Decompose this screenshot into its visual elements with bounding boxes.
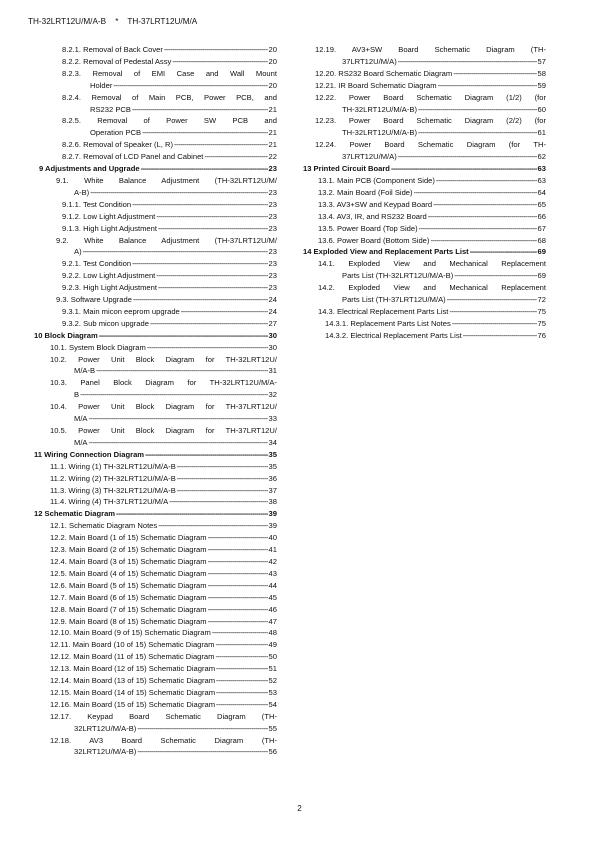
toc-page-number: 20 bbox=[268, 56, 277, 66]
toc-entry-title: 9.2.3. High Light Adjustment bbox=[62, 283, 157, 293]
toc-entry[interactable] bbox=[34, 544, 277, 556]
toc-page-number: 56 bbox=[268, 747, 277, 757]
toc-page-number: 63 bbox=[537, 164, 546, 174]
toc-entry[interactable] bbox=[34, 473, 277, 485]
dot-leader bbox=[208, 616, 268, 628]
toc-page-number: 23 bbox=[268, 164, 277, 174]
toc-entry-title: B bbox=[74, 390, 80, 400]
toc-entry-title: 9.3.2. Sub micon upgrade bbox=[62, 318, 149, 328]
toc-entry-title: 12.7. Main Board (6 of 15) Schematic Diagram bbox=[50, 592, 207, 602]
toc-entry-title: 9.2.2. Low Light Adjustment bbox=[62, 271, 156, 281]
toc-entry-title: 12.15. Main Board (14 of 15) Schematic Diagram bbox=[50, 687, 216, 697]
dot-leader bbox=[158, 223, 268, 235]
dot-leader bbox=[89, 437, 268, 449]
dot-leader bbox=[208, 532, 268, 544]
toc-page-number: 23 bbox=[268, 259, 277, 269]
toc-entry[interactable] bbox=[34, 735, 277, 759]
dot-leader bbox=[216, 675, 268, 687]
toc-entry-title: Operation PCB bbox=[90, 128, 142, 138]
toc-page-number: 54 bbox=[268, 699, 277, 709]
toc-entry-title: M/A bbox=[74, 414, 88, 424]
toc-page-number: 75 bbox=[537, 306, 546, 316]
toc-entry[interactable] bbox=[34, 44, 277, 56]
toc-entry[interactable] bbox=[34, 258, 277, 270]
toc-entry-title: 12.5. Main Board (4 of 15) Schematic Diagram bbox=[50, 568, 207, 578]
dot-leader bbox=[433, 199, 536, 211]
dot-leader bbox=[158, 520, 267, 532]
toc-entry-title: 12.19. AV3+SW Board Schematic Diagram (TH- bbox=[315, 45, 546, 54]
toc-left-column bbox=[34, 44, 277, 758]
toc-page-number: 39 bbox=[268, 521, 277, 531]
toc-entry-title: 13.2. Main Board (Foil Side) bbox=[318, 187, 413, 197]
toc-entry[interactable] bbox=[34, 532, 277, 544]
dot-leader bbox=[150, 318, 268, 330]
toc-entry[interactable] bbox=[34, 151, 277, 163]
dot-leader bbox=[96, 365, 267, 377]
toc-entry-title: 12.21. IR Board Schematic Diagram bbox=[315, 80, 437, 90]
toc-page-number: 37 bbox=[268, 485, 277, 495]
toc-entry-title: 13 Printed Circuit Board bbox=[303, 164, 390, 174]
toc-page-number: 44 bbox=[268, 580, 277, 590]
toc-page-number: 50 bbox=[268, 652, 277, 662]
toc-entry[interactable] bbox=[303, 139, 546, 163]
toc-entry[interactable] bbox=[34, 199, 277, 211]
toc-entry-title: 32LRT12U/M/A-B) bbox=[74, 747, 137, 757]
dot-leader bbox=[215, 639, 267, 651]
toc-entry-title: 8.2.2. Removal of Pedestal Assy bbox=[62, 56, 172, 66]
toc-entry-title: 11.1. Wiring (1) TH-32LRT12U/M/A-B bbox=[50, 461, 176, 471]
toc-entry[interactable] bbox=[34, 223, 277, 235]
toc-page-number: 65 bbox=[537, 199, 546, 209]
toc-entry[interactable] bbox=[303, 235, 546, 247]
toc-page-number: 63 bbox=[537, 175, 546, 185]
toc-entry[interactable] bbox=[34, 520, 277, 532]
toc-page-number: 51 bbox=[268, 664, 277, 674]
toc-page-number: 41 bbox=[268, 545, 277, 555]
toc-entry-title: RS232 PCB bbox=[90, 104, 131, 114]
toc-entry[interactable] bbox=[34, 235, 277, 259]
dot-leader bbox=[137, 723, 267, 735]
toc-entry[interactable] bbox=[34, 580, 277, 592]
toc-page-number: 35 bbox=[268, 461, 277, 471]
page-header: TH-32LRT12U/M/A-B * TH-37LRT12U/M/A bbox=[28, 17, 198, 26]
dot-leader bbox=[99, 330, 268, 342]
toc-entry[interactable] bbox=[34, 616, 277, 628]
toc-entry[interactable] bbox=[34, 92, 277, 116]
dot-leader bbox=[156, 270, 267, 282]
dot-leader bbox=[133, 294, 268, 306]
toc-entry-title: 12.18. AV3 Board Schematic Diagram (TH- bbox=[50, 735, 277, 745]
toc-entry-title: 12.24. Power Board Schematic Diagram (for TH- bbox=[315, 140, 546, 150]
dot-leader bbox=[418, 104, 537, 116]
toc-entry-title: 12.9. Main Board (8 of 15) Schematic Diagram bbox=[50, 616, 207, 626]
toc-page-number: 69 bbox=[537, 247, 546, 257]
toc-page-number: 58 bbox=[537, 68, 546, 78]
dot-leader bbox=[430, 235, 536, 247]
dot-leader bbox=[208, 580, 268, 592]
dot-leader bbox=[438, 80, 537, 92]
toc-entry-title: 12.8. Main Board (7 of 15) Schematic Diagram bbox=[50, 604, 207, 614]
toc-entry[interactable] bbox=[34, 592, 277, 604]
dot-leader bbox=[181, 306, 268, 318]
dot-leader bbox=[116, 508, 268, 520]
dot-leader bbox=[463, 330, 537, 342]
toc-entry-title: 12.16. Main Board (15 of 15) Schematic Diagram bbox=[50, 699, 216, 709]
toc-entry[interactable] bbox=[303, 44, 546, 68]
toc-entry-title: 12.14. Main Board (13 of 15) Schematic Diagram bbox=[50, 676, 216, 686]
toc-page-number: 59 bbox=[537, 80, 546, 90]
dot-leader bbox=[141, 163, 268, 175]
toc-page-number: 49 bbox=[268, 640, 277, 650]
toc-entry-title: 12.2. Main Board (1 of 15) Schematic Diagram bbox=[50, 533, 207, 543]
toc-page-number: 47 bbox=[268, 616, 277, 626]
dot-leader bbox=[398, 151, 537, 163]
toc-page-number: 31 bbox=[268, 366, 277, 376]
toc-entry-title: 9.2.1. Test Condition bbox=[62, 259, 132, 269]
toc-entry-title: 13.3. AV3+SW and Keypad Board bbox=[318, 199, 433, 209]
dot-leader bbox=[132, 258, 267, 270]
toc-entry-title: 9.1.3. High Light Adjustment bbox=[62, 223, 157, 233]
toc-entry-title: 14.3.1. Replacement Parts List Notes bbox=[325, 318, 451, 328]
toc-entry[interactable] bbox=[303, 318, 546, 330]
toc-entry-title: 8.2.3. Removal of EMI Case and Wall Mount bbox=[62, 68, 277, 78]
toc-entry[interactable] bbox=[34, 711, 277, 735]
dot-leader bbox=[216, 687, 268, 699]
toc-entry[interactable] bbox=[34, 163, 277, 175]
toc-page-number: 24 bbox=[268, 306, 277, 316]
toc-entry-title: TH-32LRT12U/M/A-B) bbox=[342, 104, 417, 114]
toc-right-column bbox=[303, 44, 546, 342]
toc-entry[interactable] bbox=[303, 306, 546, 318]
toc-entry[interactable] bbox=[303, 199, 546, 211]
toc-page-number: 20 bbox=[268, 80, 277, 90]
toc-entry[interactable] bbox=[34, 342, 277, 354]
toc-entry-title: 12.12. Main Board (11 of 15) Schematic Diagram bbox=[50, 652, 215, 662]
toc-entry-title: 12.22. Power Board Schematic Diagram (1/2) (for bbox=[315, 92, 546, 102]
toc-entry-title: A-B) bbox=[74, 187, 90, 197]
dot-leader bbox=[418, 127, 537, 139]
toc-page-number: 32 bbox=[268, 390, 277, 400]
toc-entry-title: Holder bbox=[90, 80, 113, 90]
toc-entry-title: 12.17. Keypad Board Schematic Diagram (TH- bbox=[50, 711, 277, 721]
toc-entry-title: 14 Exploded View and Replacement Parts List bbox=[303, 247, 469, 257]
toc-entry[interactable] bbox=[303, 175, 546, 187]
toc-entry[interactable] bbox=[34, 449, 277, 461]
toc-page-number: 39 bbox=[268, 509, 277, 519]
toc-page-number: 61 bbox=[537, 128, 546, 138]
dot-leader bbox=[142, 127, 267, 139]
toc-entry[interactable] bbox=[34, 485, 277, 497]
dot-leader bbox=[419, 223, 537, 235]
toc-entry-title: 12.23. Power Board Schematic Diagram (2/2) (for bbox=[315, 116, 546, 126]
toc-entry[interactable] bbox=[34, 401, 277, 425]
dot-leader bbox=[204, 151, 267, 163]
dot-leader bbox=[147, 342, 268, 354]
toc-entry[interactable] bbox=[303, 246, 546, 258]
toc-entry-title: 10 Block Diagram bbox=[34, 330, 98, 340]
toc-page-number: 23 bbox=[268, 199, 277, 209]
dot-leader bbox=[436, 175, 537, 187]
toc-entry[interactable] bbox=[303, 80, 546, 92]
toc-entry-title: 13.4. AV3, IR, and RS232 Board bbox=[318, 211, 427, 221]
toc-entry[interactable] bbox=[34, 354, 277, 378]
toc-entry[interactable] bbox=[34, 68, 277, 92]
toc-page-number: 30 bbox=[268, 330, 277, 340]
toc-entry-title: 37LRT12U/M/A) bbox=[342, 56, 397, 66]
toc-entry-title: 10.1. System Block Diagram bbox=[50, 342, 146, 352]
toc-entry[interactable] bbox=[303, 330, 546, 342]
dot-leader bbox=[80, 389, 267, 401]
page-number: 2 bbox=[297, 804, 302, 813]
dot-leader bbox=[89, 413, 268, 425]
toc-entry-title: 9.3.1. Main micon eeprom upgrade bbox=[62, 306, 180, 316]
toc-entry-title: 14.3.2. Electrical Replacement Parts List bbox=[325, 330, 462, 340]
toc-entry-title: 8.2.7. Removal of LCD Panel and Cabinet bbox=[62, 152, 204, 162]
toc-page-number: 75 bbox=[537, 318, 546, 328]
toc-page-number: 67 bbox=[537, 223, 546, 233]
dot-leader bbox=[208, 592, 268, 604]
toc-entry-title: M/A-B bbox=[74, 366, 96, 376]
dot-leader bbox=[208, 604, 268, 616]
toc-entry-title: M/A bbox=[74, 437, 88, 447]
toc-entry-title: 10.3. Panel Block Diagram for TH-32LRT12U/M/A- bbox=[50, 378, 277, 388]
toc-entry-title: 10.4. Power Unit Block Diagram for TH-37LRT12U/ bbox=[50, 402, 277, 412]
dot-leader bbox=[449, 306, 536, 318]
toc-entry-title: 12.3. Main Board (2 of 15) Schematic Diagram bbox=[50, 545, 207, 555]
dot-leader bbox=[177, 461, 268, 473]
toc-entry[interactable] bbox=[34, 330, 277, 342]
toc-page-number: 46 bbox=[268, 604, 277, 614]
toc-page-number: 52 bbox=[268, 676, 277, 686]
toc-entry[interactable] bbox=[303, 282, 546, 306]
dot-leader bbox=[447, 294, 537, 306]
toc-page-number: 48 bbox=[268, 628, 277, 638]
toc-page-number: 55 bbox=[268, 723, 277, 733]
toc-entry[interactable] bbox=[34, 211, 277, 223]
toc-page-number: 21 bbox=[268, 104, 277, 114]
toc-entry-title: 12.10. Main Board (9 of 15) Schematic Diagram bbox=[50, 628, 211, 638]
toc-entry[interactable] bbox=[303, 211, 546, 223]
dot-leader bbox=[470, 246, 537, 258]
dot-leader bbox=[208, 556, 268, 568]
toc-entry-title: 8.2.5. Removal of Power SW PCB and bbox=[62, 116, 277, 126]
toc-entry-title: 9.3. Software Upgrade bbox=[56, 295, 132, 305]
dot-leader bbox=[454, 270, 536, 282]
dot-leader bbox=[132, 104, 268, 116]
toc-entry-title: 8.2.6. Removal of Speaker (L, R) bbox=[62, 140, 174, 150]
dot-leader bbox=[208, 544, 268, 556]
toc-entry-title: 11.3. Wiring (3) TH-32LRT12U/M/A-B bbox=[50, 485, 176, 495]
toc-entry[interactable] bbox=[34, 699, 277, 711]
toc-entry-title: 13.1. Main PCB (Component Side) bbox=[318, 175, 435, 185]
toc-entry-title: 9.2. White Balance Adjustment (TH-37LRT12U/M/ bbox=[56, 235, 277, 245]
toc-entry-title: 9.1.1. Test Condition bbox=[62, 199, 132, 209]
toc-entry[interactable] bbox=[303, 115, 546, 139]
toc-page-number: 76 bbox=[537, 330, 546, 340]
dot-leader bbox=[428, 211, 537, 223]
toc-entry[interactable] bbox=[34, 627, 277, 639]
toc-page-number: 42 bbox=[268, 556, 277, 566]
toc-entry[interactable] bbox=[34, 508, 277, 520]
toc-entry[interactable] bbox=[303, 68, 546, 80]
toc-entry-title: 14.3. Electrical Replacement Parts List bbox=[318, 306, 449, 316]
toc-page-number: 23 bbox=[268, 271, 277, 281]
dot-leader bbox=[83, 246, 268, 258]
dot-leader bbox=[169, 496, 267, 508]
toc-page-number: 72 bbox=[537, 295, 546, 305]
toc-page-number: 23 bbox=[268, 223, 277, 233]
toc-entry-title: 10.2. Power Unit Block Diagram for TH-32LRT12U/ bbox=[50, 354, 277, 364]
toc-page-number: 64 bbox=[537, 187, 546, 197]
toc-entry-title: 37LRT12U/M/A) bbox=[342, 152, 397, 162]
dot-leader bbox=[453, 68, 536, 80]
toc-page-number: 45 bbox=[268, 592, 277, 602]
toc-entry-title: Parts List (TH-32LRT12U/M/A-B) bbox=[342, 271, 454, 281]
toc-entry-title: 11.2. Wiring (2) TH-32LRT12U/M/A-B bbox=[50, 473, 176, 483]
toc-entry-title: 10.5. Power Unit Block Diagram for TH-37LRT12U/ bbox=[50, 426, 277, 435]
dot-leader bbox=[156, 211, 267, 223]
toc-entry-title: 12 Schematic Diagram bbox=[34, 509, 116, 519]
dot-leader bbox=[158, 282, 268, 294]
toc-entry[interactable] bbox=[34, 675, 277, 687]
toc-entry[interactable] bbox=[34, 115, 277, 139]
toc-entry[interactable] bbox=[34, 270, 277, 282]
toc-page-number: 53 bbox=[268, 687, 277, 697]
toc-entry-title: 14.1. Exploded View and Mechanical Replacement bbox=[318, 259, 546, 269]
toc-page-number: 60 bbox=[537, 104, 546, 114]
toc-entry-title: 13.6. Power Board (Bottom Side) bbox=[318, 235, 430, 245]
toc-entry-title: 32LRT12U/M/A-B) bbox=[74, 723, 137, 733]
toc-entry-title: 9 Adjustments and Upgrade bbox=[39, 164, 140, 174]
toc-entry[interactable] bbox=[34, 651, 277, 663]
toc-page-number: 62 bbox=[537, 152, 546, 162]
dot-leader bbox=[208, 568, 268, 580]
toc-entry[interactable] bbox=[34, 306, 277, 318]
toc-entry-title: 8.2.4. Removal of Main PCB, Power PCB, and bbox=[62, 92, 277, 102]
toc-page-number: 69 bbox=[537, 271, 546, 281]
toc-entry[interactable] bbox=[34, 496, 277, 508]
toc-entry[interactable] bbox=[34, 175, 277, 199]
toc-entry[interactable] bbox=[303, 163, 546, 175]
dot-leader bbox=[212, 627, 268, 639]
toc-page-number: 57 bbox=[537, 56, 546, 66]
toc-page-number: 21 bbox=[268, 128, 277, 138]
dot-leader bbox=[113, 80, 267, 92]
dot-leader bbox=[177, 485, 268, 497]
toc-entry-title: 12.13. Main Board (12 of 15) Schematic Diagram bbox=[50, 664, 216, 674]
toc-entry[interactable] bbox=[34, 639, 277, 651]
toc-entry[interactable] bbox=[34, 687, 277, 699]
toc-entry[interactable] bbox=[34, 56, 277, 68]
toc-entry-title: 11.4. Wiring (4) TH-37LRT12U/M/A bbox=[50, 497, 169, 507]
toc-entry-title: TH-32LRT12U/M/A-B) bbox=[342, 128, 417, 138]
dot-leader bbox=[391, 163, 537, 175]
toc-entry-title: 12.6. Main Board (5 of 15) Schematic Diagram bbox=[50, 580, 207, 590]
dot-leader bbox=[174, 139, 268, 151]
dot-leader bbox=[414, 187, 537, 199]
toc-entry-title: 9.1. White Balance Adjustment (TH-32LRT12U/M/ bbox=[56, 175, 277, 185]
toc-entry-title: A) bbox=[74, 247, 82, 257]
toc-page-number: 34 bbox=[268, 437, 277, 447]
toc-page-number: 20 bbox=[268, 45, 277, 54]
toc-entry[interactable] bbox=[34, 294, 277, 306]
toc-entry[interactable] bbox=[34, 556, 277, 568]
toc-entry-title: Parts List (TH-37LRT12U/M/A) bbox=[342, 295, 446, 305]
toc-page-number: 21 bbox=[268, 140, 277, 150]
toc-entry[interactable] bbox=[34, 282, 277, 294]
toc-page-number: 22 bbox=[268, 152, 277, 162]
dot-leader bbox=[172, 56, 267, 68]
dot-leader bbox=[215, 651, 267, 663]
dot-leader bbox=[90, 187, 267, 199]
toc-entry-title: 13.5. Power Board (Top Side) bbox=[318, 223, 418, 233]
toc-page-number: 35 bbox=[268, 449, 277, 459]
toc-entry[interactable] bbox=[303, 223, 546, 235]
toc-page-number: 23 bbox=[268, 247, 277, 257]
toc-entry[interactable] bbox=[303, 92, 546, 116]
toc-entry[interactable] bbox=[34, 425, 277, 449]
dot-leader bbox=[132, 199, 267, 211]
dot-leader bbox=[145, 449, 267, 461]
toc-page-number: 30 bbox=[268, 342, 277, 352]
toc-entry-title: 11 Wiring Connection Diagram bbox=[34, 449, 145, 459]
toc-page-number: 24 bbox=[268, 295, 277, 305]
dot-leader bbox=[216, 699, 268, 711]
toc-page-number: 38 bbox=[268, 497, 277, 507]
toc-page-number: 36 bbox=[268, 473, 277, 483]
toc-page-number: 40 bbox=[268, 533, 277, 543]
toc-entry[interactable] bbox=[303, 258, 546, 282]
toc-entry-title: 14.2. Exploded View and Mechanical Replacement bbox=[318, 283, 546, 293]
toc-page-number: 23 bbox=[268, 283, 277, 293]
dot-leader bbox=[452, 318, 537, 330]
toc-entry-title: 12.4. Main Board (3 of 15) Schematic Diagram bbox=[50, 556, 207, 566]
toc-page-number: 23 bbox=[268, 211, 277, 221]
toc-entry[interactable] bbox=[303, 187, 546, 199]
toc-entry[interactable] bbox=[34, 377, 277, 401]
dot-leader bbox=[177, 473, 268, 485]
toc-entry[interactable] bbox=[34, 139, 277, 151]
dot-leader bbox=[164, 44, 268, 56]
toc-page-number: 68 bbox=[537, 235, 546, 245]
toc-page-number: 27 bbox=[268, 318, 277, 328]
toc-page-number: 23 bbox=[268, 187, 277, 197]
toc-entry[interactable] bbox=[34, 568, 277, 580]
toc-entry-title: 8.2.1. Removal of Back Cover bbox=[62, 45, 163, 54]
toc-entry[interactable] bbox=[34, 318, 277, 330]
toc-entry-title: 9.1.2. Low Light Adjustment bbox=[62, 211, 156, 221]
toc-page-number: 33 bbox=[268, 414, 277, 424]
dot-leader bbox=[398, 56, 537, 68]
toc-entry[interactable] bbox=[34, 461, 277, 473]
toc-page-number: 43 bbox=[268, 568, 277, 578]
toc-page-number: 66 bbox=[537, 211, 546, 221]
toc-entry-title: 12.20. RS232 Board Schematic Diagram bbox=[315, 68, 453, 78]
dot-leader bbox=[137, 746, 267, 758]
toc-entry[interactable] bbox=[34, 663, 277, 675]
toc-entry[interactable] bbox=[34, 604, 277, 616]
toc-entry-title: 12.1. Schematic Diagram Notes bbox=[50, 521, 158, 531]
dot-leader bbox=[216, 663, 268, 675]
toc-entry-title: 12.11. Main Board (10 of 15) Schematic Diagram bbox=[50, 640, 215, 650]
